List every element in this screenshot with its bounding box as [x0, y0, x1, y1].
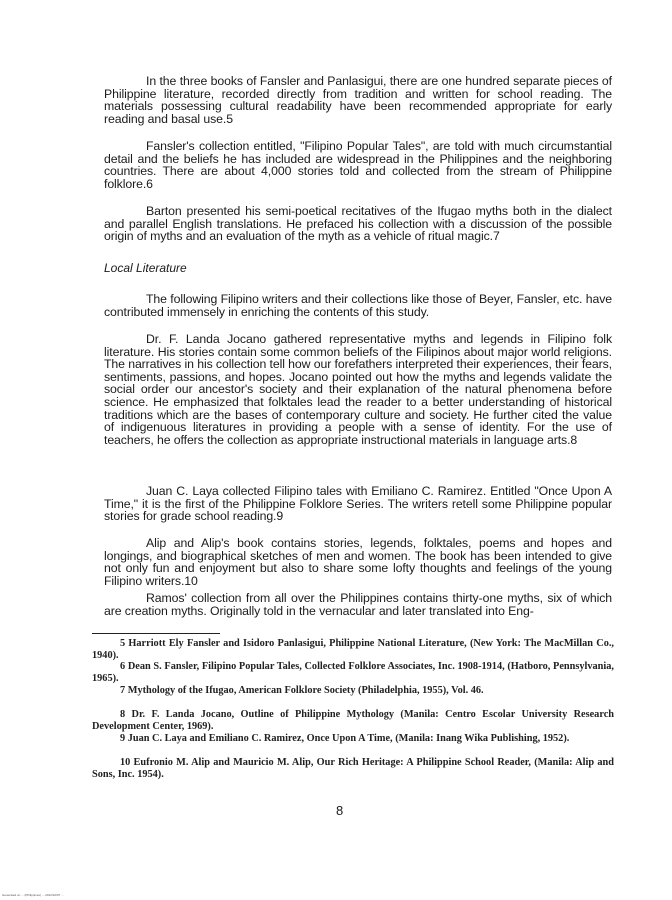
footnote-5: 5 Harriott Ely Fansler and Isidoro Panlasigui, Philippine National Literature, (New York: The MacMillan Co., 1940).: [92, 638, 614, 661]
footnote-6: 6 Dean S. Fansler, Filipino Popular Tales, Collected Folklore Associates, Inc. 1908-1914, (Hatboro, Pennsylvania, 1965).: [92, 661, 614, 684]
paragraph-jocano: Dr. F. Landa Jocano gathered representative myths and legends in Filipino folk literature. His stories contain some common beliefs of the Filipinos about major world religions. The narratives in his collection tell how our forefathers interpreted their experiences, their fears, sentiments, passions, and hopes. Jocano pointed out how the myths and legends validate the social order our ancestor's society and their explanation of the natural phenomena before science. He emphasized that folktales lead the reader to a better understanding of historical traditions which are the bases of contemporary culture and society. He further cited the value of indigenuous literatures in providing a people with a sense of identity. For the use of teachers, he offers the collection as appropriate instructional materials in language arts.8: [104, 332, 612, 447]
footnote-10: 10 Eufronio M. Alip and Mauricio M. Alip, Our Rich Heritage: A Philippine School Reader, (Manila: Alip and Sons, Inc. 1954).: [92, 757, 614, 780]
paragraph-filipino-writers: The following Filipino writers and their collections like those of Beyer, Fansler, etc. have contributed immensely in enriching the contents of this study.: [104, 292, 612, 319]
paragraph-ramos: Ramos' collection from all over the Philippines contains thirty-one myths, six of which are creation myths. Originally told in the vernacular and later translated into Eng-: [104, 591, 612, 618]
footnote-9: 9 Juan C. Laya and Emiliano C. Ramirez, Once Upon A Time, (Manila: Inang Wika Publishing, 1952).: [120, 733, 570, 744]
footnote-divider: [92, 633, 220, 634]
scan-identifier: Generated on ... (Philippines) ... 2012/10/07 ...: [2, 893, 64, 897]
paragraph-laya: Juan C. Laya collected Filipino tales with Emiliano C. Ramirez. Entitled "Once Upon A Time," it is the first of the Philippine Folklore Series. The writers retell some Philippine popular stories for grade school reading.9: [104, 484, 612, 524]
footnote-7: 7 Mythology of the Ifugao, American Folklore Society (Philadelphia, 1955), Vol. 46.: [120, 685, 484, 696]
footnote-8: 8 Dr. F. Landa Jocano, Outline of Philippine Mythology (Manila: Centro Escolar University Research Development Center, 1969).: [92, 709, 614, 732]
page-number: 8: [336, 803, 344, 818]
paragraph-fansler-collection: Fansler's collection entitled, "Filipino Popular Tales", are told with much circumstantial detail and the beliefs he has included are widespread in the Philippines and the neighboring countries. There are about 4,000 stories told and collected from the stream of Philippine folklore.6: [104, 139, 612, 191]
paragraph-alip: Alip and Alip's book contains stories, legends, folktales, poems and hopes and longings, and biographical sketches of men and women. The book has been intended to give not only fun and enjoyment but also to share some lofty thoughts and feelings of the young Filipino writers.10: [104, 536, 612, 588]
section-heading-local-literature: Local Literature: [104, 261, 187, 275]
paragraph-fansler-panlasigui: In the three books of Fansler and Panlasigui, there are one hundred separate pieces of Philippine literature, recorded directly from tradition and written for school reading. The materials possessing cultural readability have been recommended appropriate for early reading and basal use.5: [104, 74, 612, 126]
paragraph-barton: Barton presented his semi-poetical recitatives of the Ifugao myths both in the dialect and parallel English translations. He prefaced his collection with a discussion of the possible origin of myths and an evaluation of the myth as a vehicle of ritual magic.7: [104, 204, 612, 244]
